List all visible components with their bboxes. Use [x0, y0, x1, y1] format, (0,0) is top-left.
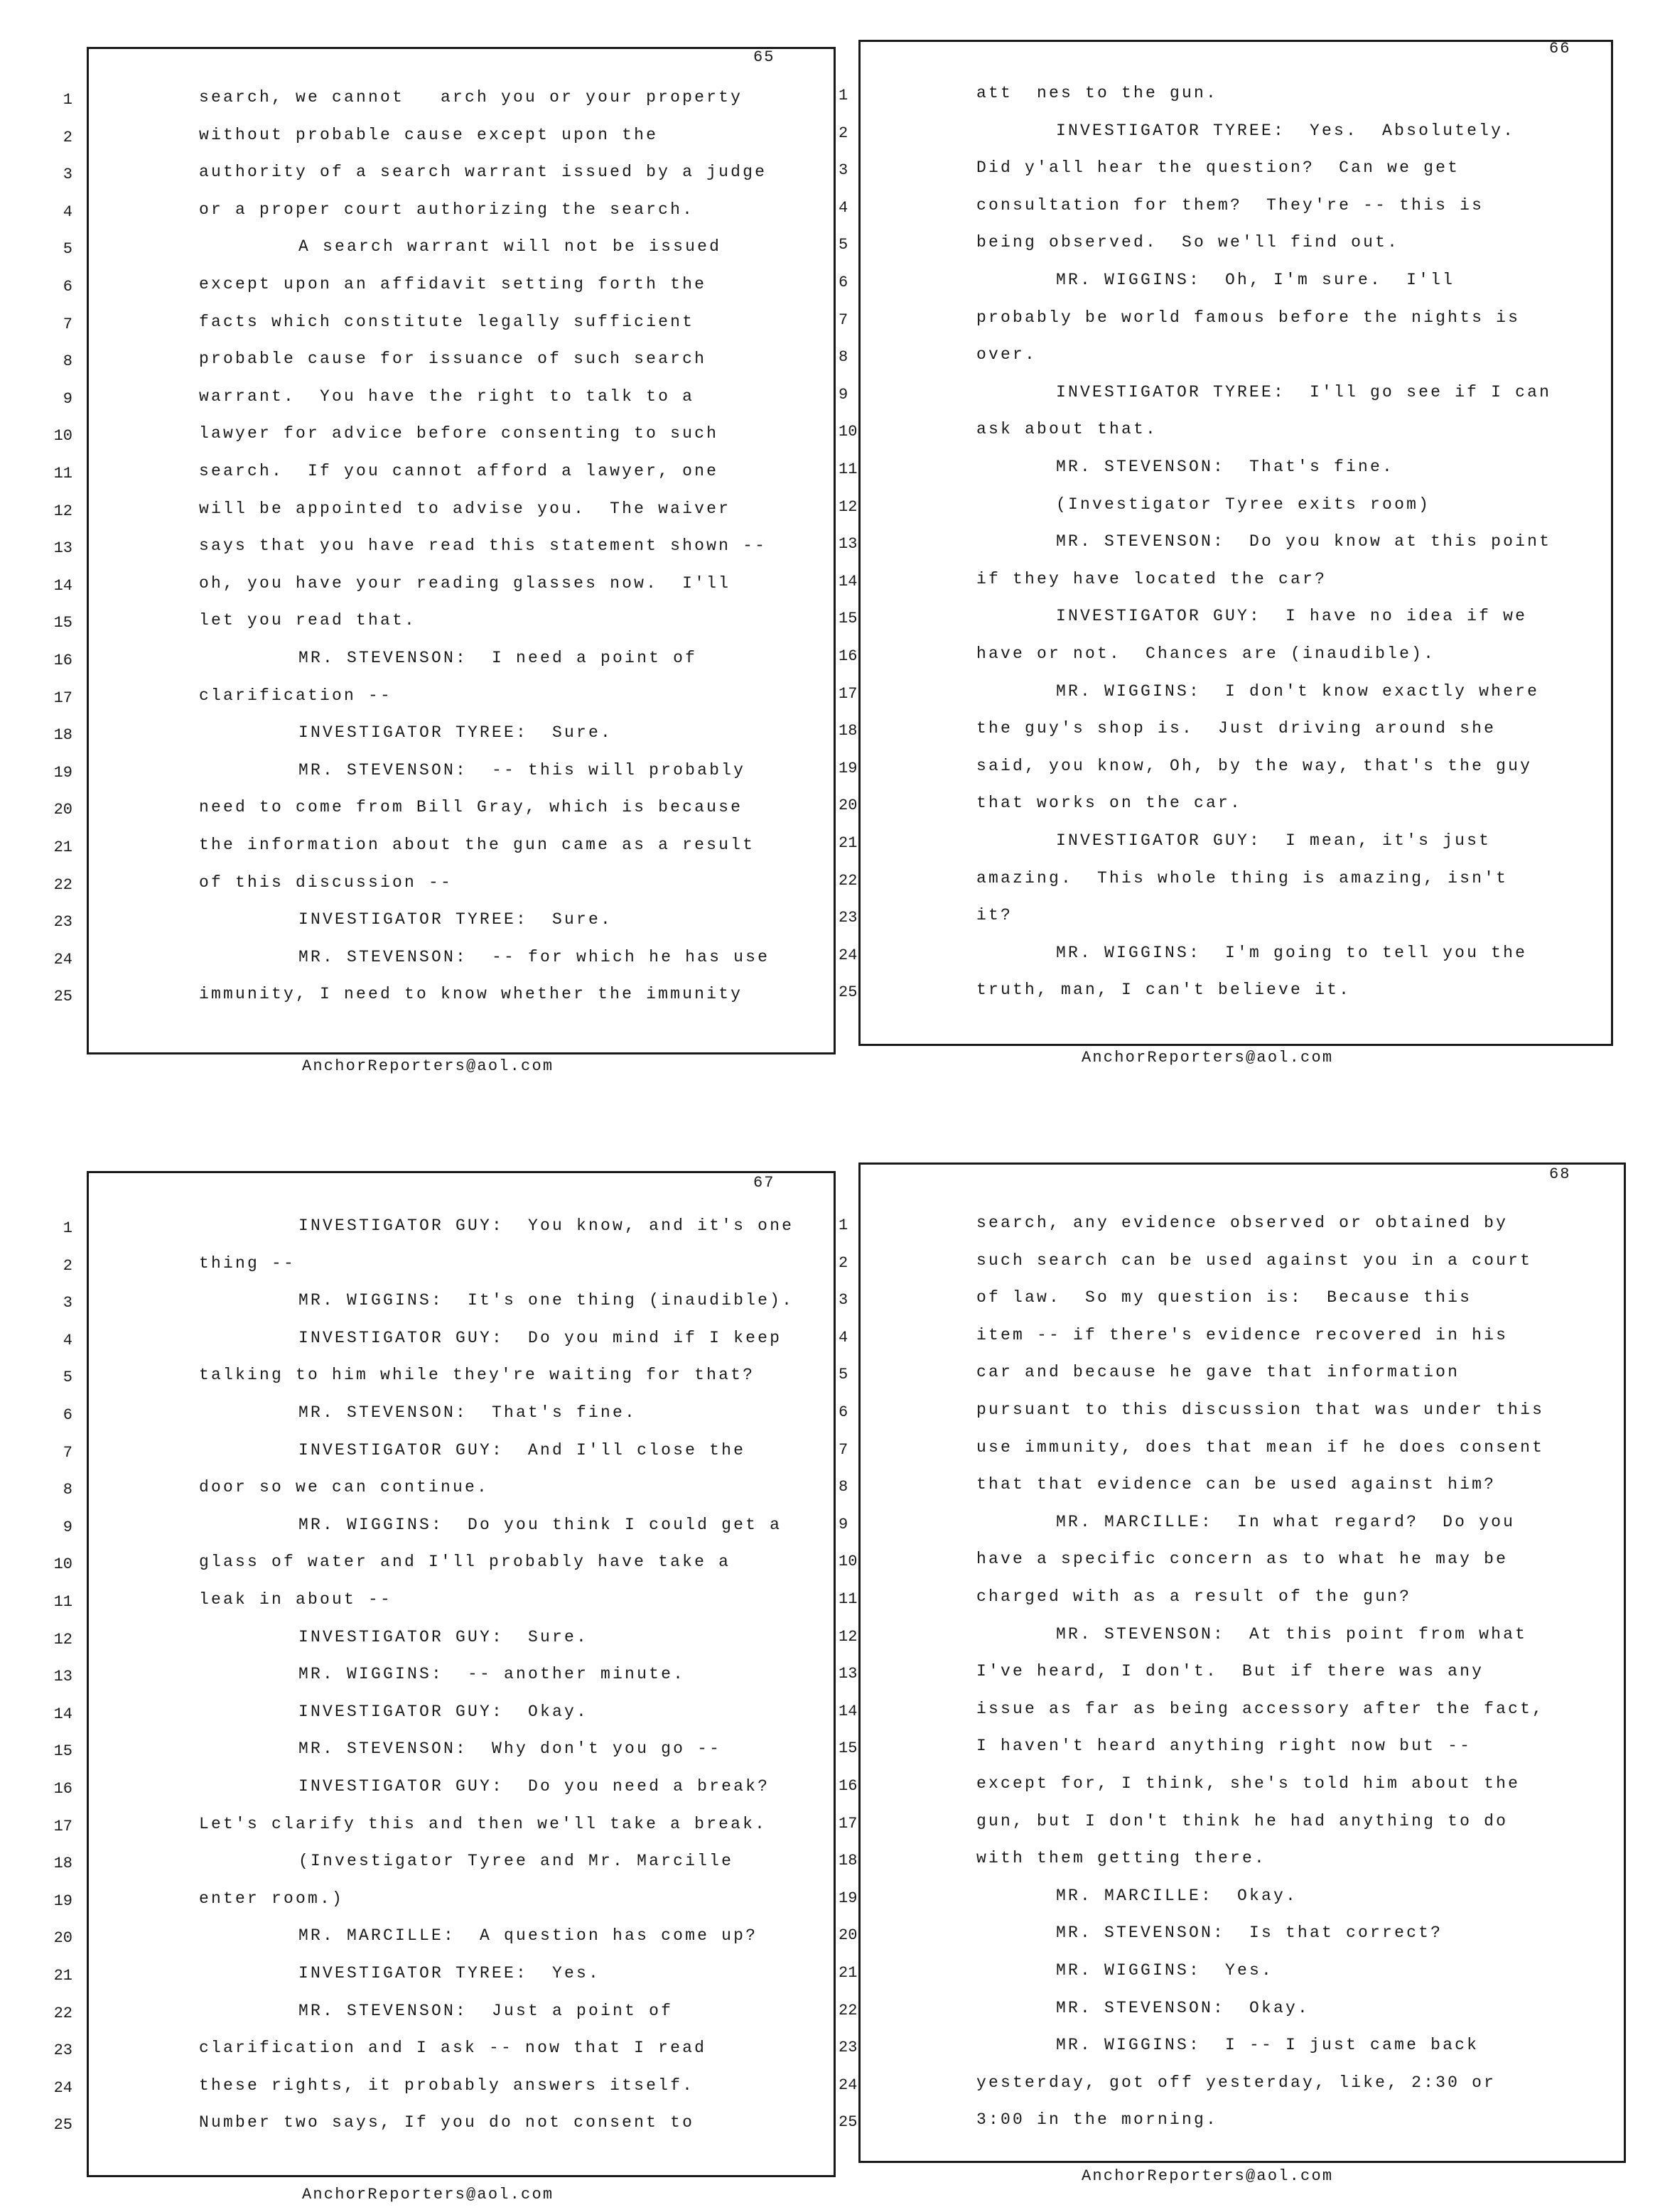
transcript-line: these rights, it probably answers itself. — [199, 2076, 695, 2095]
reporter-email-footer: AnchorReporters@aol.com — [1082, 1049, 1334, 1067]
transcript-line: immunity, I need to know whether the immunity — [199, 985, 743, 1004]
transcript-line: said, you know, Oh, by the way, that's the guy — [976, 756, 1533, 775]
transcript-line: Let's clarify this and then we'll take a break. — [199, 1814, 767, 1833]
line-number: 10 — [53, 1555, 72, 1574]
line-number: 7 — [839, 311, 848, 329]
transcript-line: A search warrant will not be issued — [298, 237, 722, 257]
line-number: 9 — [839, 385, 848, 404]
line-number: 16 — [839, 647, 858, 665]
line-number: 17 — [839, 684, 858, 703]
line-number: 23 — [53, 913, 72, 932]
page-number: 67 — [753, 1174, 775, 1192]
transcript-line: being observed. So we'll find out. — [976, 233, 1400, 252]
transcript-line: MR. STEVENSON: I need a point of — [298, 649, 698, 667]
transcript-line: need to come from Bill Gray, which is because — [199, 798, 743, 817]
transcript-line: yesterday, got off yesterday, like, 2:30 or — [976, 2073, 1497, 2092]
line-number: 16 — [53, 1780, 72, 1798]
line-number: 13 — [53, 1668, 72, 1686]
line-number: 18 — [53, 1855, 72, 1873]
line-number: 15 — [839, 1739, 858, 1758]
line-number: 22 — [53, 2004, 72, 2022]
transcript-line: MR. WIGGINS: -- another minute. — [298, 1665, 686, 1684]
transcript-line: INVESTIGATOR GUY: Sure. — [298, 1627, 589, 1646]
line-number: 14 — [839, 572, 858, 590]
transcript-line: (Investigator Tyree and Mr. Marcille — [298, 1852, 734, 1871]
transcript-line: INVESTIGATOR GUY: You know, and it's one — [298, 1216, 794, 1235]
reporter-email-footer: AnchorReporters@aol.com — [302, 1057, 554, 1075]
line-number: 3 — [839, 1291, 848, 1310]
line-number: 8 — [63, 1481, 72, 1499]
line-number: 15 — [839, 610, 858, 628]
line-number: 23 — [839, 909, 858, 927]
transcript-line: with them getting there. — [976, 1849, 1267, 1868]
line-number: 16 — [839, 1777, 858, 1795]
transcript-line: MR. STEVENSON: At this point from what — [1056, 1624, 1528, 1644]
transcript-line: INVESTIGATOR GUY: Do you mind if I keep — [298, 1328, 782, 1347]
transcript-line: MR. WIGGINS: I -- I just came back — [1056, 2036, 1480, 2055]
line-number: 24 — [839, 946, 858, 964]
line-number: 12 — [839, 1627, 858, 1646]
transcript-line: over. — [976, 345, 1038, 365]
transcript-line: MR. WIGGINS: It's one thing (inaudible). — [298, 1291, 794, 1310]
line-number: 20 — [53, 801, 72, 819]
line-number: 4 — [63, 1331, 72, 1349]
transcript-line: it? — [976, 906, 1013, 925]
transcript-line: facts which constitute legally sufficient — [199, 312, 695, 331]
transcript-line: I've heard, I don't. But if there was any — [976, 1662, 1484, 1681]
line-number: 19 — [53, 1892, 72, 1910]
line-number: 22 — [53, 875, 72, 894]
transcript-line: att nes to the gun. — [976, 84, 1219, 102]
line-number: 19 — [53, 763, 72, 782]
transcript-line: door so we can continue. — [199, 1478, 490, 1497]
transcript-line: search. If you cannot afford a lawyer, one — [199, 462, 719, 480]
line-number: 6 — [839, 274, 848, 291]
line-number: 6 — [63, 1406, 72, 1424]
transcript-line: Did y'all hear the question? Can we get — [976, 158, 1460, 178]
line-number: 12 — [839, 497, 858, 516]
line-number: 22 — [839, 871, 858, 890]
transcript-line: truth, man, I can't believe it. — [976, 981, 1352, 1000]
line-number: 9 — [63, 1518, 72, 1536]
line-number: 1 — [839, 87, 848, 104]
transcript-line: have or not. Chances are (inaudible). — [976, 644, 1436, 663]
transcript-line: warrant. You have the right to talk to a — [199, 387, 695, 406]
line-number: 3 — [63, 1294, 72, 1312]
line-number: 24 — [839, 2076, 858, 2094]
transcript-line: amazing. This whole thing is amazing, isn't — [976, 868, 1509, 888]
transcript-line: the information about the gun came as a result — [199, 836, 755, 854]
transcript-line: glass of water and I'll probably have take a — [199, 1553, 731, 1572]
line-number: 7 — [839, 1440, 848, 1459]
line-number: 2 — [839, 1253, 848, 1272]
transcript-line: INVESTIGATOR TYREE: I'll go see if I can — [1056, 382, 1552, 401]
transcript-line: INVESTIGATOR TYREE: Sure. — [298, 723, 613, 743]
line-number: 9 — [839, 1515, 848, 1533]
line-number: 4 — [839, 198, 848, 217]
line-number: 20 — [839, 797, 858, 815]
line-number: 18 — [839, 722, 858, 740]
line-number: 18 — [53, 726, 72, 745]
transcript-line: or a proper court authorizing the search. — [199, 200, 695, 219]
line-number: 17 — [53, 1817, 72, 1835]
line-number: 8 — [839, 1478, 848, 1496]
line-number: 9 — [63, 389, 72, 408]
transcript-line: enter room.) — [199, 1889, 345, 1908]
line-number: 5 — [63, 240, 72, 259]
transcript-line: (Investigator Tyree exits room) — [1056, 495, 1431, 514]
transcript-line: I haven't heard anything right now but -- — [976, 1737, 1472, 1756]
transcript-line: MR. STEVENSON: -- for which he has use — [298, 947, 770, 966]
transcript-line: pursuant to this discussion that was under this — [976, 1401, 1545, 1419]
line-number: 12 — [53, 1630, 72, 1649]
page-number: 65 — [753, 48, 775, 66]
transcript-line: INVESTIGATOR GUY: I mean, it's just — [1056, 831, 1492, 850]
transcript-line: MR. STEVENSON: That's fine. — [298, 1403, 637, 1422]
line-number: 17 — [53, 689, 72, 707]
line-number: 14 — [53, 1705, 72, 1723]
transcript-line: will be appointed to advise you. The waiver — [199, 499, 731, 518]
transcript-line: let you read that. — [199, 611, 417, 630]
transcript-line: clarification -- — [199, 686, 393, 705]
transcript-line: leak in about -- — [199, 1590, 393, 1609]
line-number: 19 — [839, 1889, 858, 1907]
line-number: 15 — [53, 1742, 72, 1761]
transcript-line: INVESTIGATOR GUY: Okay. — [298, 1702, 589, 1721]
line-number: 13 — [839, 1665, 858, 1683]
line-number: 25 — [839, 983, 858, 1002]
line-number: 14 — [53, 576, 72, 595]
line-number: 2 — [839, 124, 848, 142]
transcript-line: search, we cannot arch you or your property — [199, 88, 743, 107]
line-number: 23 — [53, 2041, 72, 2060]
line-number: 5 — [839, 1366, 848, 1384]
transcript-line: Number two says, If you do not consent to — [199, 2113, 695, 2132]
line-number: 16 — [53, 652, 72, 669]
line-number: 21 — [839, 834, 858, 852]
transcript-line: MR. WIGGINS: Yes. — [1056, 1961, 1274, 1980]
transcript-line: INVESTIGATOR TYREE: Yes. Absolutely. — [1056, 121, 1516, 140]
line-number: 15 — [53, 614, 72, 632]
transcript-line: talking to him while they're waiting for that? — [199, 1366, 755, 1385]
transcript-line: ask about that. — [976, 420, 1158, 439]
line-number: 10 — [839, 423, 858, 441]
line-number: 21 — [53, 1967, 72, 1985]
line-number: 8 — [63, 352, 72, 371]
transcript-line: INVESTIGATOR TYREE: Yes. — [298, 1964, 601, 1982]
line-number: 25 — [839, 2113, 858, 2132]
transcript-line: INVESTIGATOR GUY: And I'll close the — [298, 1440, 746, 1460]
line-number: 22 — [839, 2001, 858, 2019]
line-number: 11 — [53, 1593, 72, 1611]
transcript-line: issue as far as being accessory after the fact, — [976, 1699, 1545, 1718]
line-number: 25 — [53, 2116, 72, 2135]
reporter-email-footer: AnchorReporters@aol.com — [302, 2186, 554, 2203]
transcript-line: gun, but I don't think he had anything to do — [976, 1811, 1509, 1830]
line-number: 3 — [839, 161, 848, 180]
line-number: 11 — [839, 1590, 858, 1608]
transcript-line: car and because he gave that information — [976, 1363, 1460, 1382]
transcript-line: except upon an affidavit setting forth the — [199, 275, 707, 293]
line-number: 3 — [63, 166, 72, 184]
transcript-line: search, any evidence observed or obtained by — [976, 1214, 1509, 1232]
line-number: 11 — [839, 460, 858, 478]
line-number: 4 — [63, 203, 72, 221]
transcript-line: if they have located the car? — [976, 569, 1327, 588]
transcript-line: MR. STEVENSON: Just a point of — [298, 2001, 674, 2020]
transcript-line: the guy's shop is. Just driving around she — [976, 719, 1497, 738]
line-number: 10 — [53, 427, 72, 446]
transcript-line: probably be world famous before the nights is — [976, 308, 1521, 327]
line-number: 12 — [53, 502, 72, 520]
transcript-line: INVESTIGATOR TYREE: Sure. — [298, 910, 613, 929]
transcript-line: consultation for them? They're -- this is — [976, 195, 1484, 215]
line-number: 10 — [839, 1553, 858, 1571]
line-number: 1 — [63, 1219, 72, 1237]
transcript-line: MR. MARCILLE: A question has come up? — [298, 1926, 758, 1946]
line-number: 24 — [53, 950, 72, 969]
transcript-line: charged with as a result of the gun? — [976, 1587, 1412, 1606]
line-number: 6 — [63, 278, 72, 296]
line-number: 4 — [839, 1328, 848, 1347]
line-number: 11 — [53, 465, 72, 482]
transcript-line: without probable cause except upon the — [199, 125, 659, 144]
transcript-line: says that you have read this statement shown -- — [199, 536, 767, 556]
line-number: 13 — [53, 539, 72, 558]
transcript-line: MR. STEVENSON: Do you know at this point — [1056, 532, 1552, 551]
transcript-line: MR. STEVENSON: Okay. — [1056, 1998, 1310, 2017]
line-number: 19 — [839, 759, 858, 777]
line-number: 13 — [839, 535, 858, 554]
transcript-line: oh, you have your reading glasses now. I'll — [199, 573, 731, 593]
line-number: 21 — [53, 838, 72, 856]
transcript-line: MR. WIGGINS: I don't know exactly where — [1056, 681, 1540, 701]
line-number: 17 — [839, 1814, 858, 1833]
line-number: 25 — [53, 988, 72, 1006]
page-number: 68 — [1549, 1165, 1571, 1183]
transcript-line: INVESTIGATOR GUY: Do you need a break? — [298, 1777, 770, 1796]
transcript-line: clarification and I ask -- now that I read — [199, 2039, 707, 2058]
transcript-line: thing -- — [199, 1253, 296, 1273]
transcript-line: MR. WIGGINS: Do you think I could get a — [298, 1515, 782, 1534]
line-number: 7 — [63, 1443, 72, 1462]
transcript-line: lawyer for advice before consenting to such — [199, 424, 719, 443]
transcript-line: that that evidence can be used against him? — [976, 1475, 1497, 1494]
line-number: 24 — [53, 2078, 72, 2097]
transcript-line: authority of a search warrant issued by a judge — [199, 163, 767, 182]
transcript-line: probable cause for issuance of such search — [199, 350, 707, 369]
line-number: 7 — [63, 315, 72, 333]
line-number: 8 — [839, 348, 848, 367]
line-number: 23 — [839, 2039, 858, 2057]
transcript-line: except for, I think, she's told him about the — [976, 1774, 1521, 1793]
transcript-line: MR. WIGGINS: Oh, I'm sure. I'll — [1056, 271, 1455, 289]
transcript-line: MR. WIGGINS: I'm going to tell you the — [1056, 943, 1528, 962]
transcript-line: 3:00 in the morning. — [976, 2110, 1219, 2130]
transcript-line: MR. STEVENSON: Why don't you go -- — [298, 1739, 722, 1759]
line-number: 5 — [839, 236, 848, 254]
transcript-line: such search can be used against you in a court — [976, 1251, 1533, 1270]
line-number: 1 — [839, 1216, 848, 1234]
page-number: 66 — [1549, 40, 1571, 58]
transcript-line: INVESTIGATOR GUY: I have no idea if we — [1056, 607, 1528, 626]
transcript-line: that works on the car. — [976, 794, 1243, 813]
line-number: 20 — [839, 1926, 858, 1945]
line-number: 21 — [839, 1964, 858, 1982]
transcript-line: MR. STEVENSON: That's fine. — [1056, 458, 1395, 476]
transcript-line: MR. MARCILLE: In what regard? Do you — [1056, 1512, 1516, 1531]
transcript-line: of this discussion -- — [199, 873, 453, 892]
line-number: 18 — [839, 1852, 858, 1870]
transcript-line: item -- if there's evidence recovered in his — [976, 1325, 1509, 1344]
transcript-line: MR. STEVENSON: -- this will probably — [298, 760, 746, 779]
line-number: 6 — [839, 1403, 848, 1421]
transcript-line: of law. So my question is: Because this — [976, 1288, 1472, 1307]
line-number: 2 — [63, 1256, 72, 1275]
line-number: 1 — [63, 91, 72, 109]
transcript-line: MR. MARCILLE: Okay. — [1056, 1886, 1298, 1905]
transcript-line: use immunity, does that mean if he does consent — [976, 1437, 1545, 1457]
line-number: 5 — [63, 1369, 72, 1387]
line-number: 2 — [63, 128, 72, 146]
transcript-line: MR. STEVENSON: Is that correct? — [1056, 1924, 1443, 1943]
line-number: 20 — [53, 1929, 72, 1948]
reporter-email-footer: AnchorReporters@aol.com — [1082, 2167, 1334, 2185]
transcript-line: have a specific concern as to what he may be — [976, 1550, 1509, 1569]
line-number: 14 — [839, 1702, 858, 1720]
